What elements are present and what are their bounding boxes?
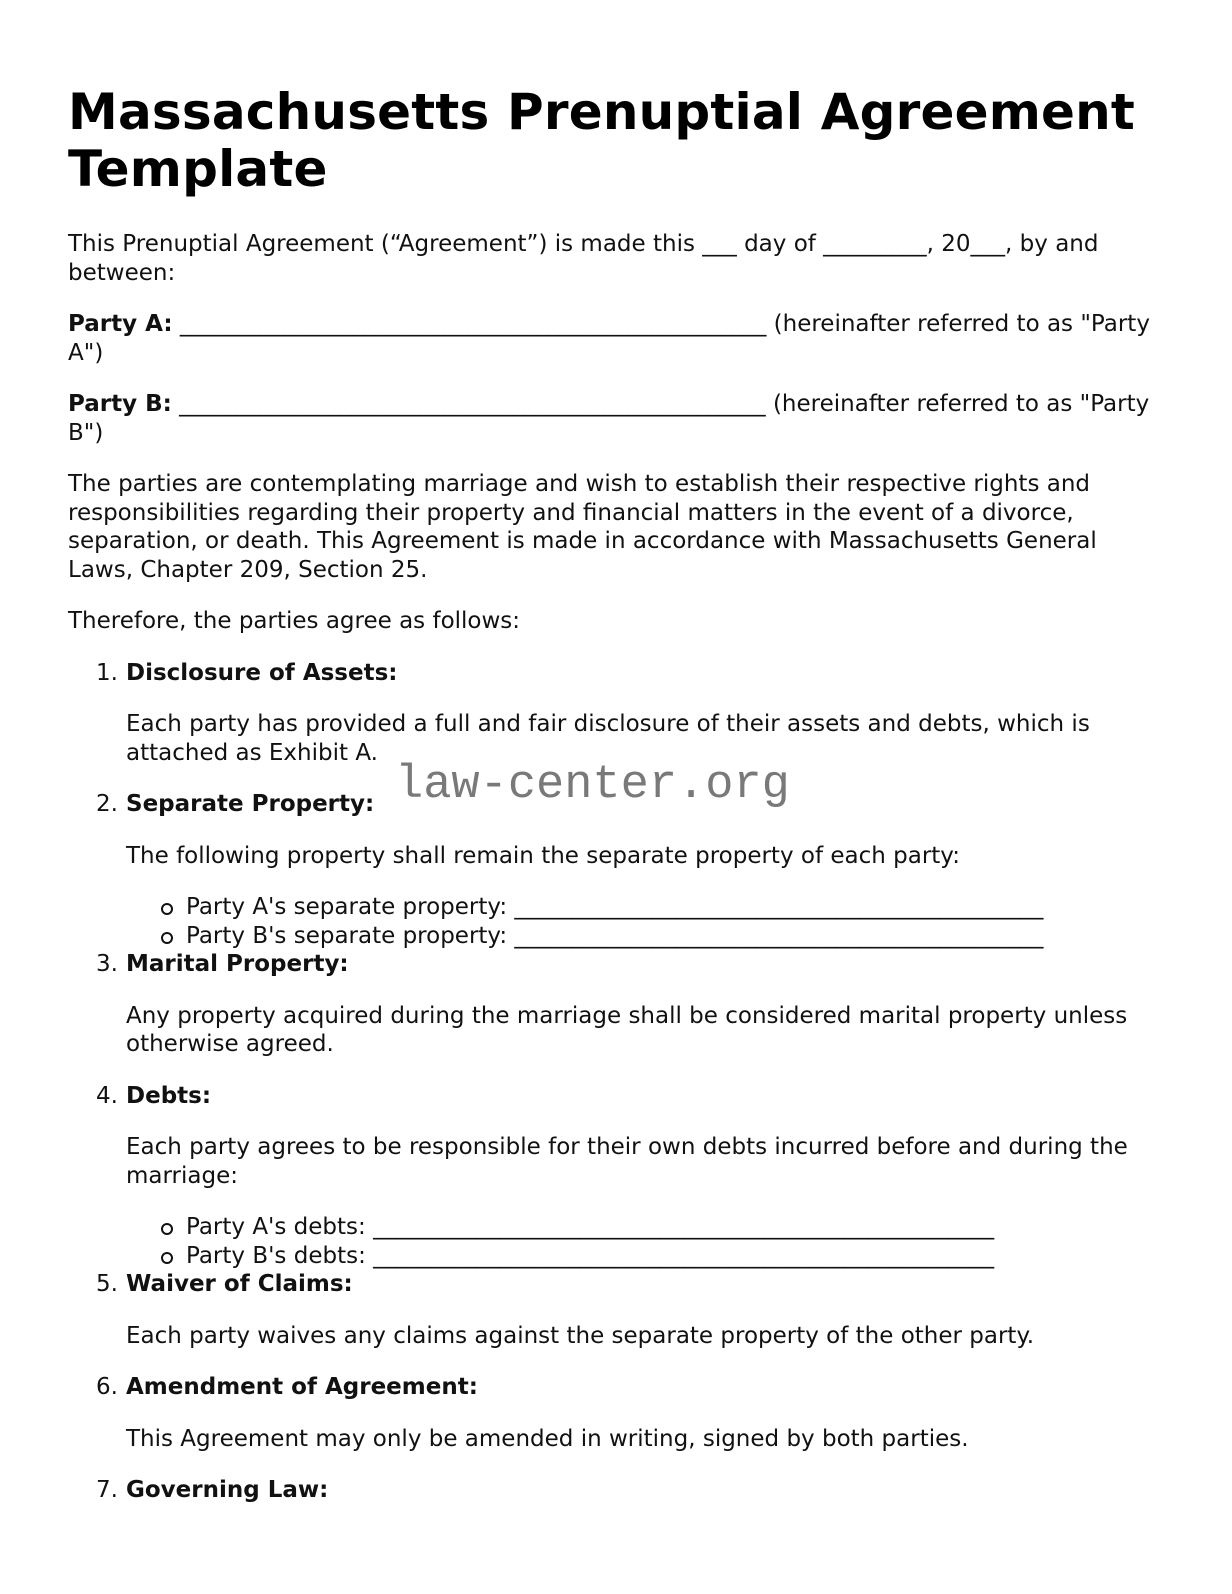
bullet-circle-icon: [161, 932, 173, 944]
item-number: 3.: [96, 951, 118, 977]
party-a-label: Party A:: [68, 311, 173, 337]
sub-list-item: Party A's debts: ______________________________________________________: [161, 1213, 1158, 1242]
item-title: Governing Law:: [126, 1477, 329, 1503]
party-a-line: [68, 310, 1158, 367]
bullet-circle-icon: [161, 903, 173, 915]
bullet-circle-icon: [161, 1252, 173, 1264]
party-b-text: ___________________________________________________ (hereinafter referred to as "Party B"): [68, 391, 1150, 446]
item-body: Each party waives any claims against the separate property of the other party.: [126, 1322, 1035, 1349]
item-title: Separate Property:: [126, 791, 375, 817]
recital-paragraph: The parties are contemplating marriage and wish to establish their respective rights and responsibilities regarding their property and financial matters in the event of a divorce, separation, or death. This Agreement is made in accordance with Massachusetts General Laws, Chapter 209, Section 25.: [68, 471, 1097, 583]
item-number: 1.: [96, 659, 118, 686]
list-item: [68, 950, 1158, 1059]
intro-paragraph: This Prenuptial Agreement (“Agreement”) is made this ___ day of _________, 20___, by and between:: [68, 231, 1099, 286]
item-number: 4.: [96, 1082, 118, 1109]
list-item: [68, 1082, 1158, 1271]
party-a-text: ___________________________________________________ (hereinafter referred to as "Party A"): [68, 311, 1150, 366]
bullet-circle-icon: [161, 1223, 173, 1235]
item-number: 5.: [96, 1271, 118, 1297]
sub-list-item: Party B's debts: ______________________________________________________: [161, 1242, 1158, 1271]
item-body: Any property acquired during the marriage shall be considered marital property unless otherwise agreed.: [126, 1002, 1128, 1057]
sub-list: [126, 1213, 1158, 1270]
therefore-paragraph: Therefore, the parties agree as follows:: [68, 608, 521, 634]
item-number: 2.: [96, 791, 118, 817]
item-body: Each party has provided a full and fair disclosure of their assets and debts, which is attached as Exhibit A.: [126, 711, 1090, 766]
sub-list-item: Party B's separate property: ______________________________________________: [161, 922, 1158, 951]
document-title: Massachusetts Prenuptial Agreement Template: [68, 83, 1136, 198]
list-item: [68, 1373, 1158, 1453]
sub-list-item: Party A's separate property: ______________________________________________: [161, 893, 1158, 922]
watermark: law-center.org: [395, 759, 790, 812]
item-number: 6.: [96, 1374, 118, 1400]
item-title: Marital Property:: [126, 951, 349, 977]
party-b-label: Party B:: [68, 391, 172, 417]
item-title: Waiver of Claims:: [126, 1271, 353, 1297]
item-title: Debts:: [126, 1082, 212, 1109]
item-body: Each party agrees to be responsible for their own debts incurred before and during the marriage:: [126, 1134, 1128, 1189]
list-item: [68, 790, 1158, 950]
list-item: [68, 1270, 1158, 1350]
item-number: 7.: [96, 1477, 118, 1503]
item-body: The following property shall remain the separate property of each party:: [126, 842, 960, 869]
list-item: [68, 659, 1158, 768]
item-title: Disclosure of Assets:: [126, 659, 398, 686]
item-body: This Agreement may only be amended in writing, signed by both parties.: [126, 1425, 969, 1452]
list-item: [68, 1476, 1158, 1505]
item-title: Amendment of Agreement:: [126, 1374, 478, 1400]
party-b-line: [68, 390, 1158, 447]
sub-list: [126, 893, 1158, 950]
